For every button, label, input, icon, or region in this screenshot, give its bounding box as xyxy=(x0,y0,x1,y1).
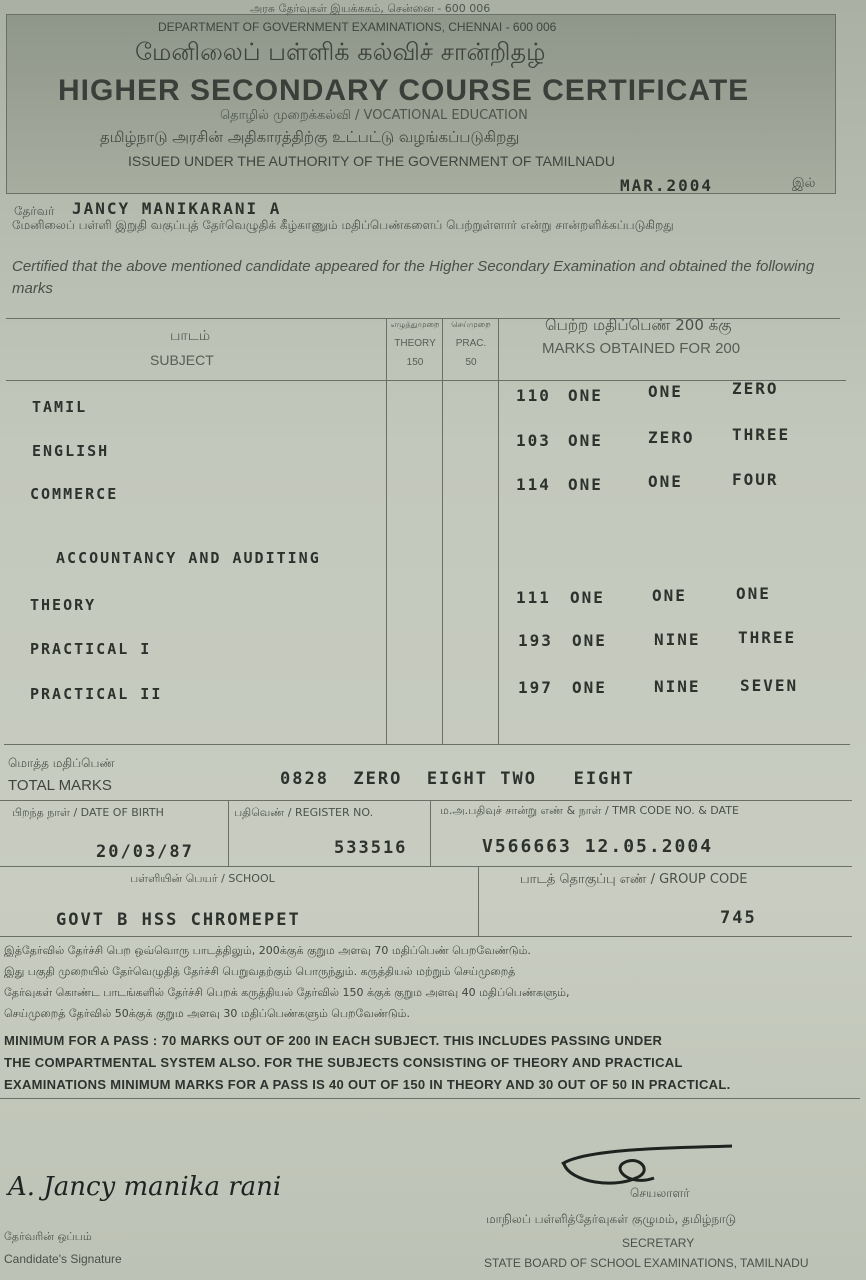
subject-name: ENGLISH xyxy=(32,442,110,460)
tamil-rule-line: செய்முறைத் தேர்வில் 50க்குக் குறும அளவு 30 மதிப்பெண்களும் பெறவேண்டும். xyxy=(4,1007,411,1020)
table-header-rule xyxy=(6,380,846,381)
theory-col-rule xyxy=(386,318,387,744)
marks-word-3: FOUR xyxy=(732,470,779,489)
prac-col-rule xyxy=(442,318,443,744)
subject-name: ACCOUNTANCY AND AUDITING xyxy=(56,549,321,567)
marks-word-2: NINE xyxy=(654,630,701,649)
marks-word-1: ONE xyxy=(572,678,607,697)
theory-header: THEORY xyxy=(394,338,436,349)
marks-col-rule xyxy=(498,318,499,744)
details-col-rule-2 xyxy=(430,800,431,866)
exam-session-tamil: இல் xyxy=(792,176,816,191)
subject-header-tamil: பாடம் xyxy=(170,328,211,344)
prac-header-tamil: செய்முறை xyxy=(451,320,491,329)
marks-word-1: ONE xyxy=(568,386,603,405)
marks-number: 197 xyxy=(518,678,553,697)
group-code: 745 xyxy=(720,908,757,928)
tmr-label: ம.அ.பதிவுச் சான்று எண் & நாள் / TMR CODE NO. & DATE xyxy=(440,804,739,817)
tamil-pass-rules xyxy=(4,940,854,1024)
school-name: GOVT B HSS CHROMEPET xyxy=(56,910,301,930)
candidate-signature-tamil: தேர்வரின் ஒப்பம் xyxy=(4,1230,92,1243)
marks-word-3: THREE xyxy=(732,425,791,444)
school-label: பள்ளியின் பெயர் / SCHOOL xyxy=(130,872,275,885)
marks-word-3: SEVEN xyxy=(740,676,799,695)
tamil-rule-line: தேர்வுகள் கொண்ட பாடங்களில் தேர்ச்சி பெறக் கருத்தியல் தேர்வில் 150 க்குக் குறும அளவு 40 மதிப்பெண்களும், xyxy=(4,986,570,999)
marks-header: MARKS OBTAINED FOR 200 xyxy=(542,340,741,357)
marks-number: 103 xyxy=(516,431,551,450)
register-label: பதிவெண் / REGISTER NO. xyxy=(234,806,374,819)
marks-header-tamil: பெற்ற மதிப்பெண் 200 க்கு xyxy=(545,316,732,334)
marks-word-3: ONE xyxy=(736,584,771,603)
marks-word-1: ONE xyxy=(568,431,603,450)
certificate-title: HIGHER SECONDARY COURSE CERTIFICATE xyxy=(58,74,750,107)
theory-header-tamil: எழுத்துமுறை xyxy=(390,320,440,329)
tamil-rule-line: இது பகுதி முறையில் தேர்வெழுதித் தேர்ச்சி பெறுவதற்கும் பொருந்தும். கருத்தியல் மற்றும் செய்முறைத் xyxy=(4,965,516,978)
english-rule-line: MINIMUM FOR A PASS : 70 MARKS OUT OF 200 IN EACH SUBJECT. THIS INCLUDES PASSING UNDER xyxy=(4,1033,663,1048)
table-bottom-rule xyxy=(4,744,850,745)
authority-line: ISSUED UNDER THE AUTHORITY OF THE GOVERNMENT OF TAMILNADU xyxy=(128,153,615,169)
total-label: TOTAL MARKS xyxy=(8,777,112,794)
candidate-signature: A. Jancy manika rani xyxy=(8,1172,282,1202)
english-rule-line: EXAMINATIONS MINIMUM MARKS FOR A PASS IS 40 OUT OF 150 IN THEORY AND 30 OUT OF 50 IN PRACTICAL. xyxy=(4,1077,731,1092)
tamil-rule-line: இத்தேர்வில் தேர்ச்சி பெற ஒவ்வொரு பாடத்திலும், 200க்குக் குறும அளவு 70 மதிப்பெண் பெறவேண்டும். xyxy=(4,944,531,957)
secretary-label: SECRETARY xyxy=(622,1236,695,1250)
tamil-authority: தமிழ்நாடு அரசின் அதிகாரத்திற்கு உட்பட்டு வழங்கப்படுகிறது xyxy=(100,128,520,146)
subject-name: PRACTICAL II xyxy=(30,685,163,703)
total-label-tamil: மொத்த மதிப்பெண் xyxy=(8,756,115,770)
notes-bottom-rule xyxy=(0,1098,860,1099)
english-pass-rules xyxy=(4,1030,730,1096)
marks-number: 193 xyxy=(518,631,553,650)
candidate-signature-label: Candidate's Signature xyxy=(4,1252,122,1266)
marks-word-1: ONE xyxy=(572,631,607,650)
secretary-tamil: செயலாளர் xyxy=(630,1186,690,1200)
candidate-name-label: தேர்வர் xyxy=(14,204,55,218)
subject-name: PRACTICAL I xyxy=(30,640,152,658)
marks-word-2: ONE xyxy=(648,382,683,401)
board-tamil: மாநிலப் பள்ளித்தேர்வுகள் குழுமம், தமிழ்நாடு xyxy=(486,1212,737,1226)
board-name: STATE BOARD OF SCHOOL EXAMINATIONS, TAMILNADU xyxy=(484,1256,809,1270)
exam-session: MAR.2004 xyxy=(620,176,714,195)
marks-number: 111 xyxy=(516,588,551,607)
vocational-label: தொழில் முறைக்கல்வி / VOCATIONAL EDUCATION xyxy=(220,108,528,123)
details-col-rule-1 xyxy=(228,800,229,866)
register-number: 533516 xyxy=(334,838,408,858)
department-name: DEPARTMENT OF GOVERNMENT EXAMINATIONS, CHENNAI - 600 006 xyxy=(158,20,557,34)
marks-word-2: ONE xyxy=(648,472,683,491)
total-marks: 0828 ZERO EIGHT TWO EIGHT xyxy=(280,769,635,789)
prac-header: PRAC. xyxy=(455,338,487,349)
details-top-rule xyxy=(0,800,852,801)
group-code-label: பாடத் தொகுப்பு எண் / GROUP CODE xyxy=(520,872,748,887)
subject-name: TAMIL xyxy=(32,398,88,416)
header-tamil-line: அரசு தேர்வுகள் இயக்ககம், சென்னை - 600 006 xyxy=(250,2,491,15)
details-bottom-rule xyxy=(0,936,852,937)
date-of-birth: 20/03/87 xyxy=(96,842,194,862)
theory-max: 150 xyxy=(406,357,424,368)
subject-header: SUBJECT xyxy=(150,352,214,368)
marks-word-3: ZERO xyxy=(732,379,779,398)
prac-max: 50 xyxy=(465,357,477,368)
marks-word-1: ONE xyxy=(568,475,603,494)
dob-label: பிறந்த நாள் / DATE OF BIRTH xyxy=(12,806,164,819)
marks-word-2: ONE xyxy=(652,586,687,605)
details-col-rule-3 xyxy=(478,866,479,936)
marks-word-2: ZERO xyxy=(648,428,695,447)
candidate-name: JANCY MANIKARANI A xyxy=(72,199,282,218)
marks-number: 114 xyxy=(516,475,551,494)
subject-name: THEORY xyxy=(30,596,97,614)
tmr-code-date: V566663 12.05.2004 xyxy=(482,836,714,857)
details-mid-rule xyxy=(0,866,852,867)
marks-number: 110 xyxy=(516,386,551,405)
marks-word-3: THREE xyxy=(738,628,797,647)
english-rule-line: THE COMPARTMENTAL SYSTEM ALSO. FOR THE SUBJECTS CONSISTING OF THEORY AND PRACTICAL xyxy=(4,1055,683,1070)
subject-name: COMMERCE xyxy=(30,485,119,503)
marks-word-1: ONE xyxy=(570,588,605,607)
tamil-certify-text: மேனிலைப் பள்ளி இறுதி வகுப்புத் தேர்வெழுதிக் கீழ்காணும் மதிப்பெண்களைப் பெற்றுள்ளார் என்று சான்றளிக்கப்படுகிறது xyxy=(12,218,674,232)
tamil-title: மேனிலைப் பள்ளிக் கல்விச் சான்றிதழ் xyxy=(135,38,546,66)
marks-word-2: NINE xyxy=(654,677,701,696)
certify-text: Certified that the above mentioned candidate appeared for the Higher Secondary Examination and obtained the following marks xyxy=(12,258,815,297)
